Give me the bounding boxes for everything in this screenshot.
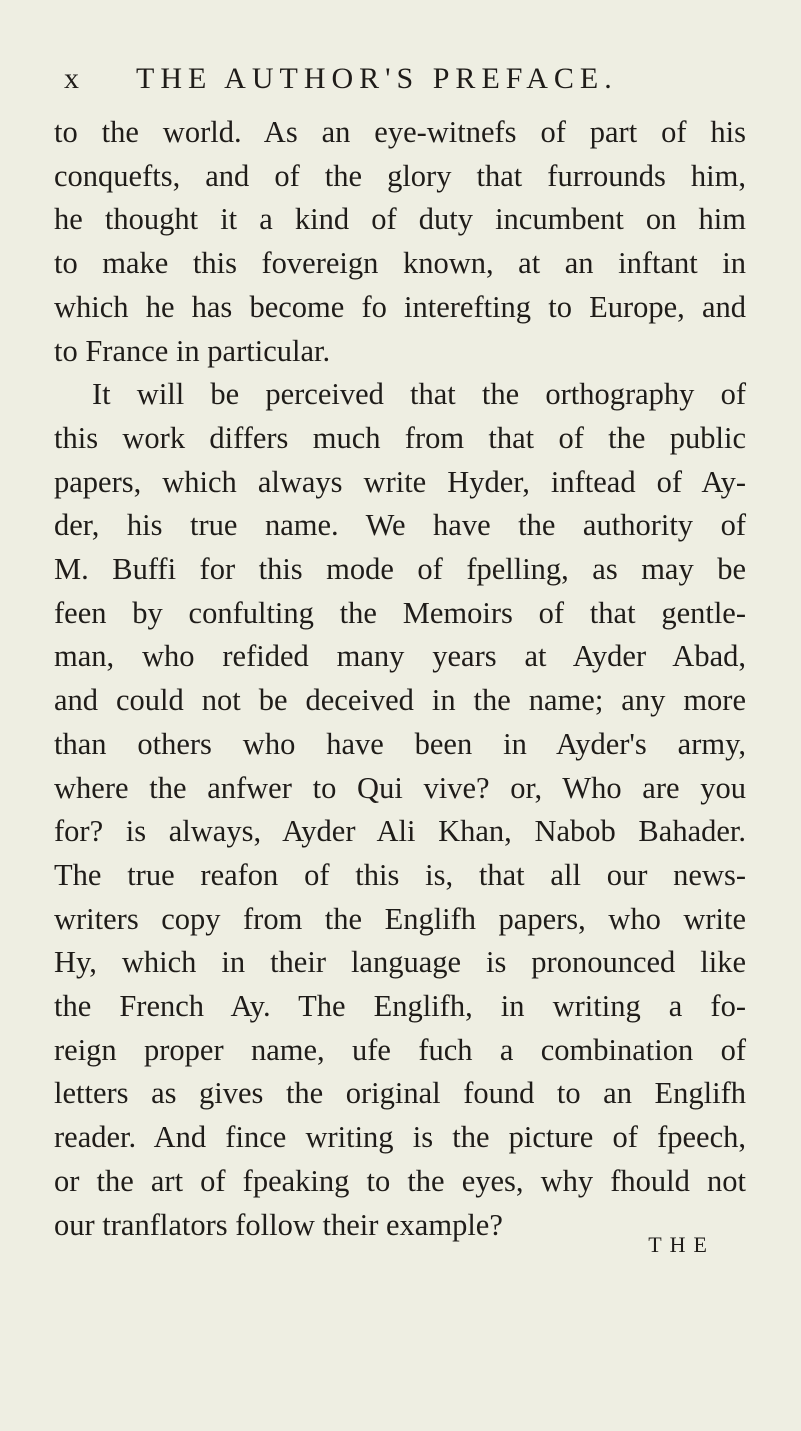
text-line: to make this fovereign known, at an inftant in bbox=[54, 246, 746, 281]
text-line: feen by confulting the Memoirs of that gentle- bbox=[54, 595, 746, 630]
text-line: our tranflators follow their example? bbox=[54, 1207, 503, 1242]
body-text bbox=[54, 111, 746, 1247]
text-line: to France in particular. bbox=[54, 333, 331, 368]
text-line: for? is always, Ayder Ali Khan, Nabob Bahader. bbox=[54, 814, 746, 849]
text-line: the French Ay. The Englifh, in writing a fo- bbox=[54, 989, 746, 1024]
paragraph-start-line: It will be perceived that the orthography of bbox=[92, 377, 746, 412]
text-line: writers copy from the Englifh papers, who write bbox=[54, 901, 746, 936]
text-line: this work differs much from that of the public bbox=[54, 420, 746, 455]
page-number: x bbox=[64, 62, 85, 95]
text-line: conquefts, and of the glory that furrounds him, bbox=[54, 158, 746, 193]
text-line: which he has become fo interefting to Europe, and bbox=[54, 289, 746, 324]
text-line: papers, which always write Hyder, inftead of Ay- bbox=[54, 464, 746, 499]
running-title: THE AUTHOR'S PREFACE. bbox=[136, 62, 618, 95]
text-line: or the art of fpeaking to the eyes, why fhould not bbox=[54, 1163, 746, 1198]
running-head bbox=[64, 62, 724, 102]
text-line: he thought it a kind of duty incumbent on him bbox=[54, 202, 746, 237]
text-line: letters as gives the original found to an Englifh bbox=[54, 1076, 746, 1111]
text-line: and could not be deceived in the name; any more bbox=[54, 683, 746, 718]
text-line: reader. And fince writing is the picture of fpeech, bbox=[54, 1120, 746, 1155]
text-line: der, his true name. We have the authority of bbox=[54, 508, 746, 543]
text-line: The true reafon of this is, that all our news- bbox=[54, 857, 746, 892]
text-line: Hy, which in their language is pronounced like bbox=[54, 945, 746, 980]
text-line: man, who refided many years at Ayder Abad, bbox=[54, 639, 746, 674]
catchword: THE bbox=[648, 1232, 715, 1257]
text-line: than others who have been in Ayder's army, bbox=[54, 726, 746, 761]
text-line: reign proper name, ufe fuch a combination of bbox=[54, 1032, 746, 1067]
text-line: M. Buffi for this mode of fpelling, as may be bbox=[54, 552, 746, 587]
text-line: to the world. As an eye-witnefs of part of his bbox=[54, 115, 746, 149]
text-line: where the anfwer to Qui vive? or, Who are you bbox=[54, 770, 746, 805]
